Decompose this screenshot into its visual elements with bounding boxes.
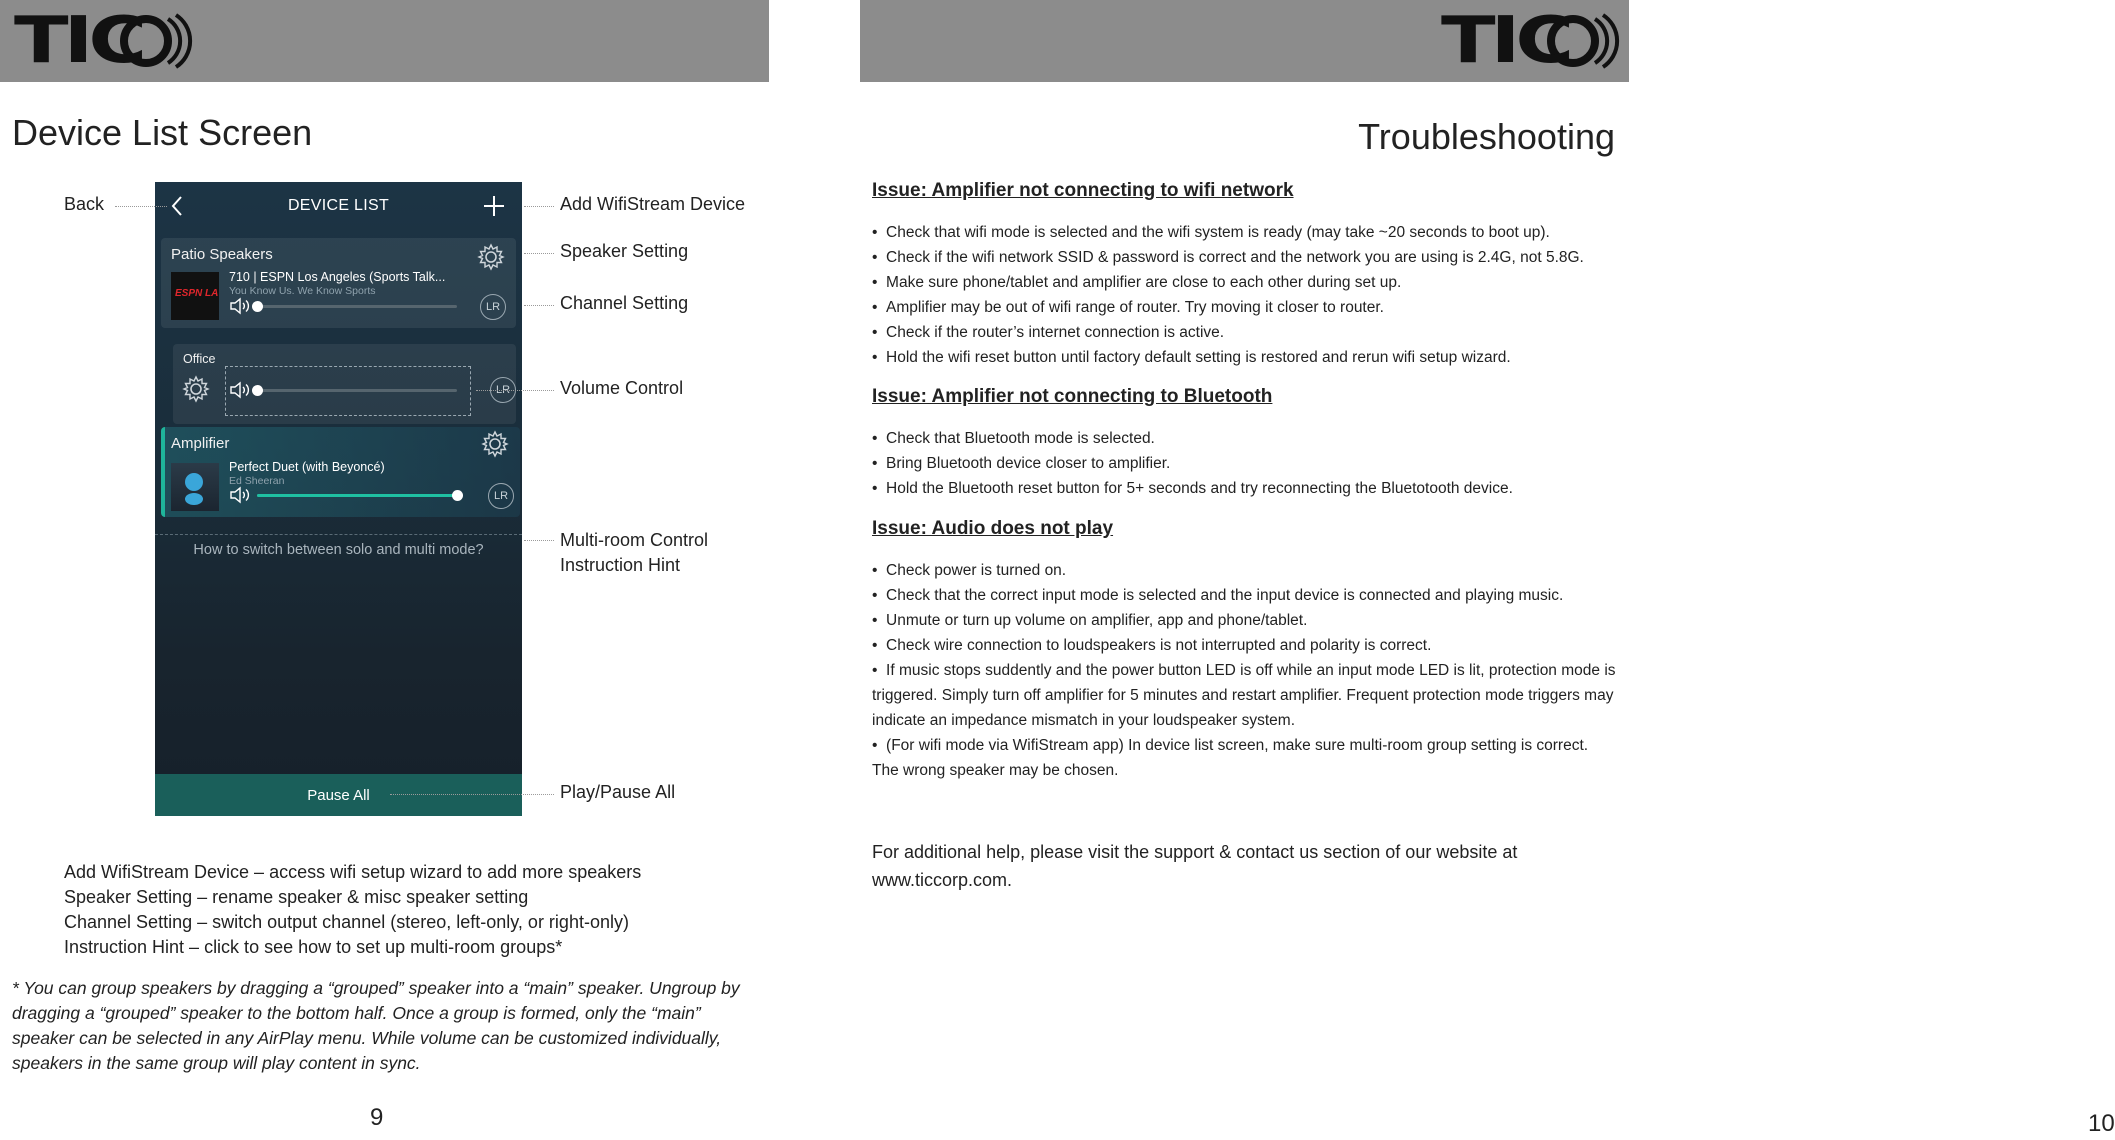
- definitions-list: [64, 860, 641, 960]
- device-name: Office: [183, 352, 216, 366]
- website-link[interactable]: www.ticcorp.com.: [872, 870, 1013, 890]
- plus-icon[interactable]: [482, 194, 506, 218]
- header-banner: [860, 0, 1629, 82]
- logo-text: TIC: [1440, 4, 1569, 78]
- album-art-amplifier: [171, 463, 219, 511]
- track-artist: Ed Sheeran: [229, 475, 285, 487]
- bullet-item: • If music stops suddently and the power button LED is off while an input mode LED is lit, protection mode is triggered. Simply turn off amplifier for 5 minutes and restart amplifier. Frequent protection mode triggers may indicate an impedance mismatch in your loudspeaker system.: [872, 662, 1616, 729]
- leader-line: [524, 253, 554, 254]
- volume-slider[interactable]: [257, 305, 457, 308]
- bullet-item: • Check that the correct input mode is selected and the input device is connected and playing music.: [872, 587, 1564, 604]
- channel-lr-button[interactable]: LR: [488, 483, 514, 509]
- gear-icon[interactable]: [476, 242, 506, 272]
- page-title: Device List Screen: [12, 112, 313, 153]
- track-title: Perfect Duet (with Beyoncé): [229, 460, 385, 474]
- device-card-office[interactable]: [173, 344, 516, 424]
- volume-slider[interactable]: [257, 389, 457, 392]
- bullet-item: • Check that wifi mode is selected and the wifi system is ready (may take ~20 seconds to boot up).: [872, 224, 1550, 241]
- definition-item: Channel Setting – switch output channel (stereo, left-only, or right-only): [64, 912, 629, 932]
- definition-item: Instruction Hint – click to see how to set up multi-room groups*: [64, 937, 563, 957]
- multiroom-hint-link[interactable]: How to switch between solo and multi mode?: [193, 542, 484, 558]
- pause-all-button[interactable]: Pause All: [155, 774, 522, 816]
- volume-knob[interactable]: [452, 490, 463, 501]
- speaker-volume-icon[interactable]: [229, 487, 251, 503]
- callout-channel-setting: Channel Setting: [560, 293, 689, 313]
- bullet-item: • Bring Bluetooth device closer to amplifier.: [872, 455, 1171, 472]
- page-right: [860, 0, 2115, 1140]
- logo-text: TIC: [14, 4, 143, 78]
- issue-bullets-audio: [872, 558, 1617, 783]
- leader-line: [476, 390, 554, 391]
- phone-header: [155, 182, 522, 230]
- issue-bullets-wifi: [872, 220, 1617, 370]
- bullet-item: • (For wifi mode via WifiStream app) In device list screen, make sure multi-room group setting is correct. The wrong speaker may be chosen.: [872, 737, 1589, 779]
- bullet-item: • Hold the wifi reset button until factory default setting is restored and rerun wifi setup wizard.: [872, 349, 1511, 366]
- gear-icon[interactable]: [480, 429, 510, 459]
- leader-line: [524, 305, 554, 306]
- bullet-item: • Make sure phone/tablet and amplifier are close to each other during set up.: [872, 274, 1402, 291]
- leader-line: [524, 206, 554, 207]
- track-title: 710 | ESPN Los Angeles (Sports Talk...: [229, 270, 446, 284]
- callout-volume-control: Volume Control: [560, 378, 684, 398]
- bullet-item: • Amplifier may be out of wifi range of router. Try moving it closer to router.: [872, 299, 1384, 316]
- channel-lr-button[interactable]: LR: [490, 377, 516, 403]
- callout-back: Back: [64, 194, 105, 214]
- volume-fill: [257, 494, 457, 497]
- back-icon[interactable]: [169, 194, 185, 218]
- callout-speaker-setting: Speaker Setting: [560, 241, 689, 261]
- device-list-screen: [155, 182, 522, 816]
- volume-knob[interactable]: [252, 385, 263, 396]
- issue-bullets-bluetooth: [872, 426, 1617, 501]
- channel-lr-button[interactable]: LR: [480, 294, 506, 320]
- additional-help: [872, 838, 1572, 894]
- tic-logo: [14, 4, 190, 78]
- album-art-espn: [171, 272, 219, 320]
- leader-line: [524, 540, 554, 541]
- bullet-item: • Check if the wifi network SSID & password is correct and the network you are using is 2.4G, not 5.8G.: [872, 249, 1584, 266]
- leader-line: [390, 794, 554, 795]
- issue-heading-wifi: Issue: Amplifier not connecting to wifi network: [872, 180, 1294, 201]
- header-banner: [0, 0, 769, 82]
- device-name: Patio Speakers: [171, 246, 273, 263]
- issue-heading-bluetooth: Issue: Amplifier not connecting to Bluetooth: [872, 386, 1273, 407]
- bullet-item: • Unmute or turn up volume on amplifier, app and phone/tablet.: [872, 612, 1308, 629]
- callout-play-pause: Play/Pause All: [560, 782, 676, 802]
- page-left: [0, 0, 770, 1140]
- speaker-volume-icon[interactable]: [229, 382, 251, 398]
- bullet-item: • Check wire connection to loudspeakers is not interrupted and polarity is correct.: [872, 637, 1432, 654]
- bullet-item: • Check if the router’s internet connection is active.: [872, 324, 1225, 341]
- bullet-item: • Check that Bluetooth mode is selected.: [872, 430, 1155, 447]
- device-name: Amplifier: [171, 435, 230, 452]
- callout-multiroom-line1: Multi-room Control: [560, 530, 709, 550]
- bullet-item: • Check power is turned on.: [872, 562, 1067, 579]
- callout-add-device: Add WifiStream Device: [560, 194, 746, 214]
- definition-item: Add WifiStream Device – access wifi setup wizard to add more speakers: [64, 862, 642, 882]
- device-card-amplifier[interactable]: [161, 427, 520, 517]
- callout-multiroom-line2: Instruction Hint: [560, 555, 681, 575]
- grouping-note: * You can group speakers by dragging a “grouped” speaker into a “main” speaker. Ungroup by dragging a “grouped” speaker to the bottom half. Once a group is formed, only the “main” speaker can be selected in any AirPlay menu. While volume can be customized individually, speakers in the same group will play content in sync.: [12, 978, 740, 1073]
- divider: [155, 534, 522, 535]
- gear-icon[interactable]: [181, 374, 211, 404]
- page-number: 9: [370, 1104, 384, 1131]
- help-text: For additional help, please visit the support & contact us section of our website at: [872, 842, 1518, 862]
- issue-heading-audio: Issue: Audio does not play: [872, 518, 1114, 539]
- volume-slider[interactable]: [257, 494, 457, 497]
- album-art-label: ESPN LA: [175, 288, 219, 299]
- volume-knob[interactable]: [252, 301, 263, 312]
- device-card-patio[interactable]: [161, 238, 516, 328]
- phone-header-title: DEVICE LIST: [287, 197, 390, 214]
- album-art-figure: [185, 473, 203, 491]
- tic-logo: [1441, 4, 1617, 78]
- definition-item: Speaker Setting – rename speaker & misc speaker setting: [64, 887, 529, 907]
- page-title: Troubleshooting: [1358, 116, 1615, 157]
- leader-line: [115, 206, 167, 207]
- album-art-figure: [185, 493, 203, 505]
- page-number: 10: [2088, 1110, 2115, 1137]
- speaker-volume-icon[interactable]: [229, 298, 251, 314]
- bullet-item: • Hold the Bluetooth reset button for 5+ seconds and try reconnecting the Bluetotooth device.: [872, 480, 1513, 497]
- track-artist: You Know Us. We Know Sports: [229, 285, 376, 297]
